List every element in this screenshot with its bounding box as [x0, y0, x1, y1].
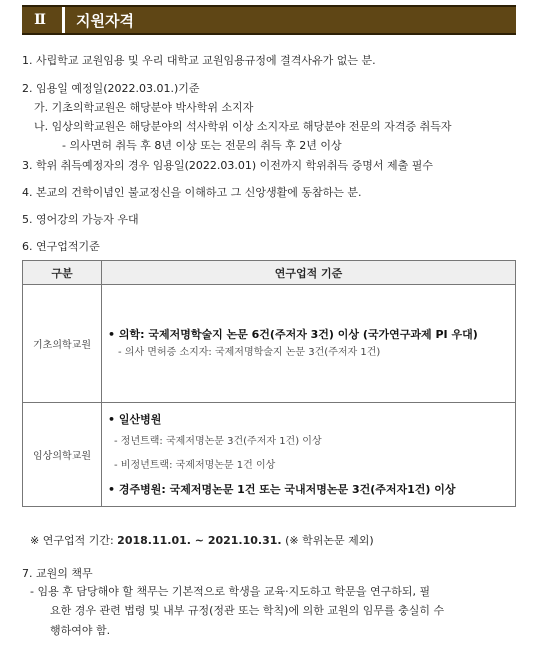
section-header [22, 5, 516, 35]
note-suffix: (※ 학위논문 제외) [281, 534, 374, 547]
note-period: 2018.11.01. ~ 2021.10.31. [117, 534, 282, 547]
item-7: 7. 교원의 책무 [22, 567, 93, 580]
criteria-sub: - 의사 면허증 소지자: 국제저명학술지 논문 3건(주저자 1건) [118, 346, 381, 358]
criteria-sub: - 정년트랙: 국제저명논문 3건(주저자 1건) 이상 [114, 435, 322, 447]
table-header-category: 구분 [23, 261, 102, 285]
item-2b: 나. 임상의학교원은 해당분야의 석사학위 이상 소지자로 해당분야 전문의 자격증 취득자 [34, 120, 452, 133]
section-number: Ⅱ [34, 12, 46, 28]
header-divider [62, 7, 65, 33]
item-2a: 가. 기초의학교원은 해당분야 박사학위 소지자 [34, 101, 254, 114]
row-label-basic-medicine: 기초의학교원 [23, 285, 102, 403]
research-period-note [30, 534, 374, 548]
item-4: 4. 본교의 건학이념인 불교정신을 이해하고 그 신앙생활에 동참하는 분. [22, 186, 362, 199]
item-1: 1. 사립학교 교원임용 및 우리 대학교 교원임용규정에 결격사유가 없는 분. [22, 54, 376, 67]
table-row [23, 403, 516, 507]
item-3: 3. 학위 취득예정자의 경우 임용일(2022.03.01) 이전까지 학위취득 증명서 제출 필수 [22, 159, 434, 172]
criteria-bullet: • 경주병원: 국제저명논문 1건 또는 국내저명논문 3건(주저자1건) 이상 [108, 482, 456, 496]
table-row [23, 285, 516, 403]
table-header-criteria: 연구업적 기준 [102, 261, 516, 285]
duties-line-3: 행하여야 함. [50, 624, 111, 637]
criteria-bullet: • 일산병원 [108, 412, 162, 426]
duties-line-2: 요한 경우 관련 법령 및 내부 규정(정관 또는 학칙)에 의한 교원의 임무를 충실히 수 [50, 604, 445, 617]
table-header-row [23, 261, 516, 285]
note-prefix: ※ 연구업적 기간: [30, 534, 118, 547]
row-label-clinical-medicine: 임상의학교원 [23, 403, 102, 507]
row-criteria-basic-medicine [102, 285, 516, 403]
criteria-bullet: • 의학: 국제저명학술지 논문 6건(주저자 3건) 이상 (국가연구과제 PI 우대) [108, 327, 478, 341]
duties-line-1: - 임용 후 담당해야 할 책무는 기본적으로 학생을 교육·지도하고 학문을 연구하되, 필 [30, 585, 431, 598]
research-criteria-table [22, 260, 516, 507]
section-title: 지원자격 [76, 11, 134, 30]
item-5: 5. 영어강의 가능자 우대 [22, 213, 139, 226]
item-2: 2. 임용일 예정일(2022.03.01.)기준 [22, 82, 200, 95]
item-2c: - 의사면허 취득 후 8년 이상 또는 전문의 취득 후 2년 이상 [62, 139, 342, 152]
item-6: 6. 연구업적기준 [22, 240, 100, 253]
criteria-sub: - 비정년트랙: 국제저명논문 1건 이상 [114, 459, 276, 471]
row-criteria-clinical-medicine [102, 403, 516, 507]
